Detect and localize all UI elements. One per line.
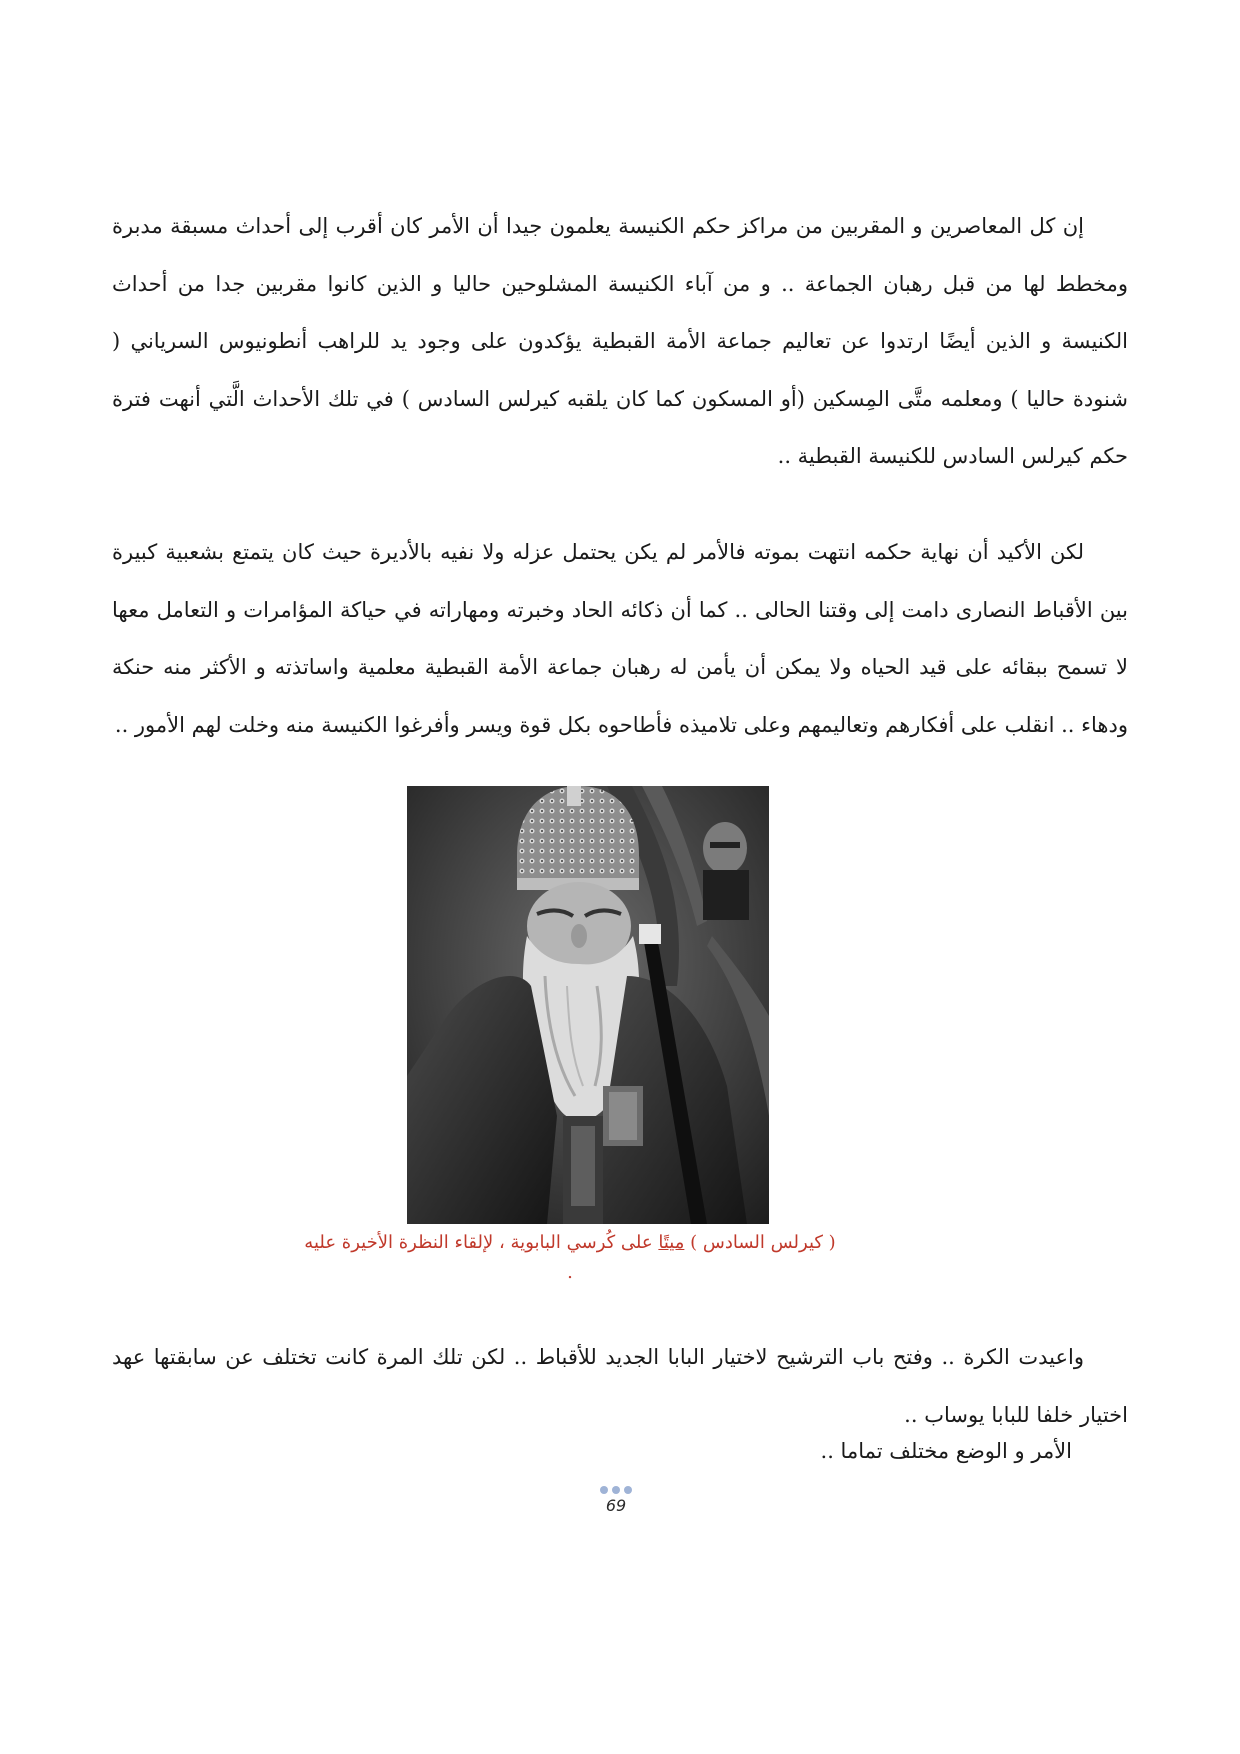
ornament-dot [624, 1486, 632, 1494]
caption-part-2: ميتًا [658, 1232, 685, 1253]
paragraph-1 [112, 198, 1128, 486]
caption-part-3: على كُرسي البابوية ، لإلقاء النظرة الأخيرة عليه . [304, 1232, 653, 1283]
photo-kyrillos-vi [407, 786, 769, 1224]
paragraph-2 [112, 524, 1128, 754]
photo-caption [300, 1228, 840, 1288]
photo-illustration [407, 786, 769, 1224]
paragraph-4 [821, 1431, 1072, 1471]
paragraph-4-text: الأمر و الوضع مختلف تماما .. [820, 1439, 1072, 1463]
page-ornament [596, 1486, 636, 1494]
ornament-dot [612, 1486, 620, 1494]
paragraph-3 [112, 1329, 1128, 1444]
paragraph-1-text: إن كل المعاصرين و المقربين من مراكز حكم الكنيسة يعلمون جيدا أن الأمر كان أقرب إلى أحداث مسبقة مدبرة ومخطط لها من قبل رهبان الجماعة .. و من آباء الكنيسة المشلوحين حاليا و الذين كانوا مقربين جدا من أحداث الكنيسة و الذين أيضًا ارتدوا عن تعاليم جماعة الأمة القبطية يؤكدون على وجود يد للراهب أنطونيوس السرياني ( شنودة حاليا ) ومعلمه متَّى المِسكين (أو المسكون كما كان يلقبه كيرلس السادس ) في تلك الأحداث الَّتي أنهت فترة حكم كيرلس السادس للكنيسة القبطية .. [112, 214, 1128, 468]
paragraph-3-text: واعيدت الكرة .. وفتح باب الترشيح لاختيار البابا الجديد للأقباط .. لكن تلك المرة كانت تختلف عن سابقتها عهد اختيار خلفا للبابا يوساب .. [112, 1345, 1128, 1427]
page-number: 69 [605, 1496, 627, 1515]
paragraph-2-text: لكن الأكيد أن نهاية حكمه انتهت بموته فالأمر لم يكن يحتمل عزله ولا نفيه بالأديرة حيث كان يتمتع بشعبية كبيرة بين الأقباط النصارى دامت إلى وقتنا الحالى .. كما أن ذكائه الحاد وخبرته ومهاراته في حياكة المؤامرات و التعامل معها لا تسمح ببقائه على قيد الحياه ولا يمكن أن يأمن له رهبان جماعة الأمة القبطية معلمية واساتذته و الأكثر منه حنكة ودهاء .. انقلب على أفكارهم وتعاليمهم وعلى تلاميذه فأطاحوه بكل قوة ويسر وأفرغوا الكنيسة منه وخلت لهم الأمور .. [112, 540, 1128, 737]
ornament-dot [600, 1486, 608, 1494]
caption-part-1: ( كيرلس السادس ) [690, 1232, 836, 1253]
